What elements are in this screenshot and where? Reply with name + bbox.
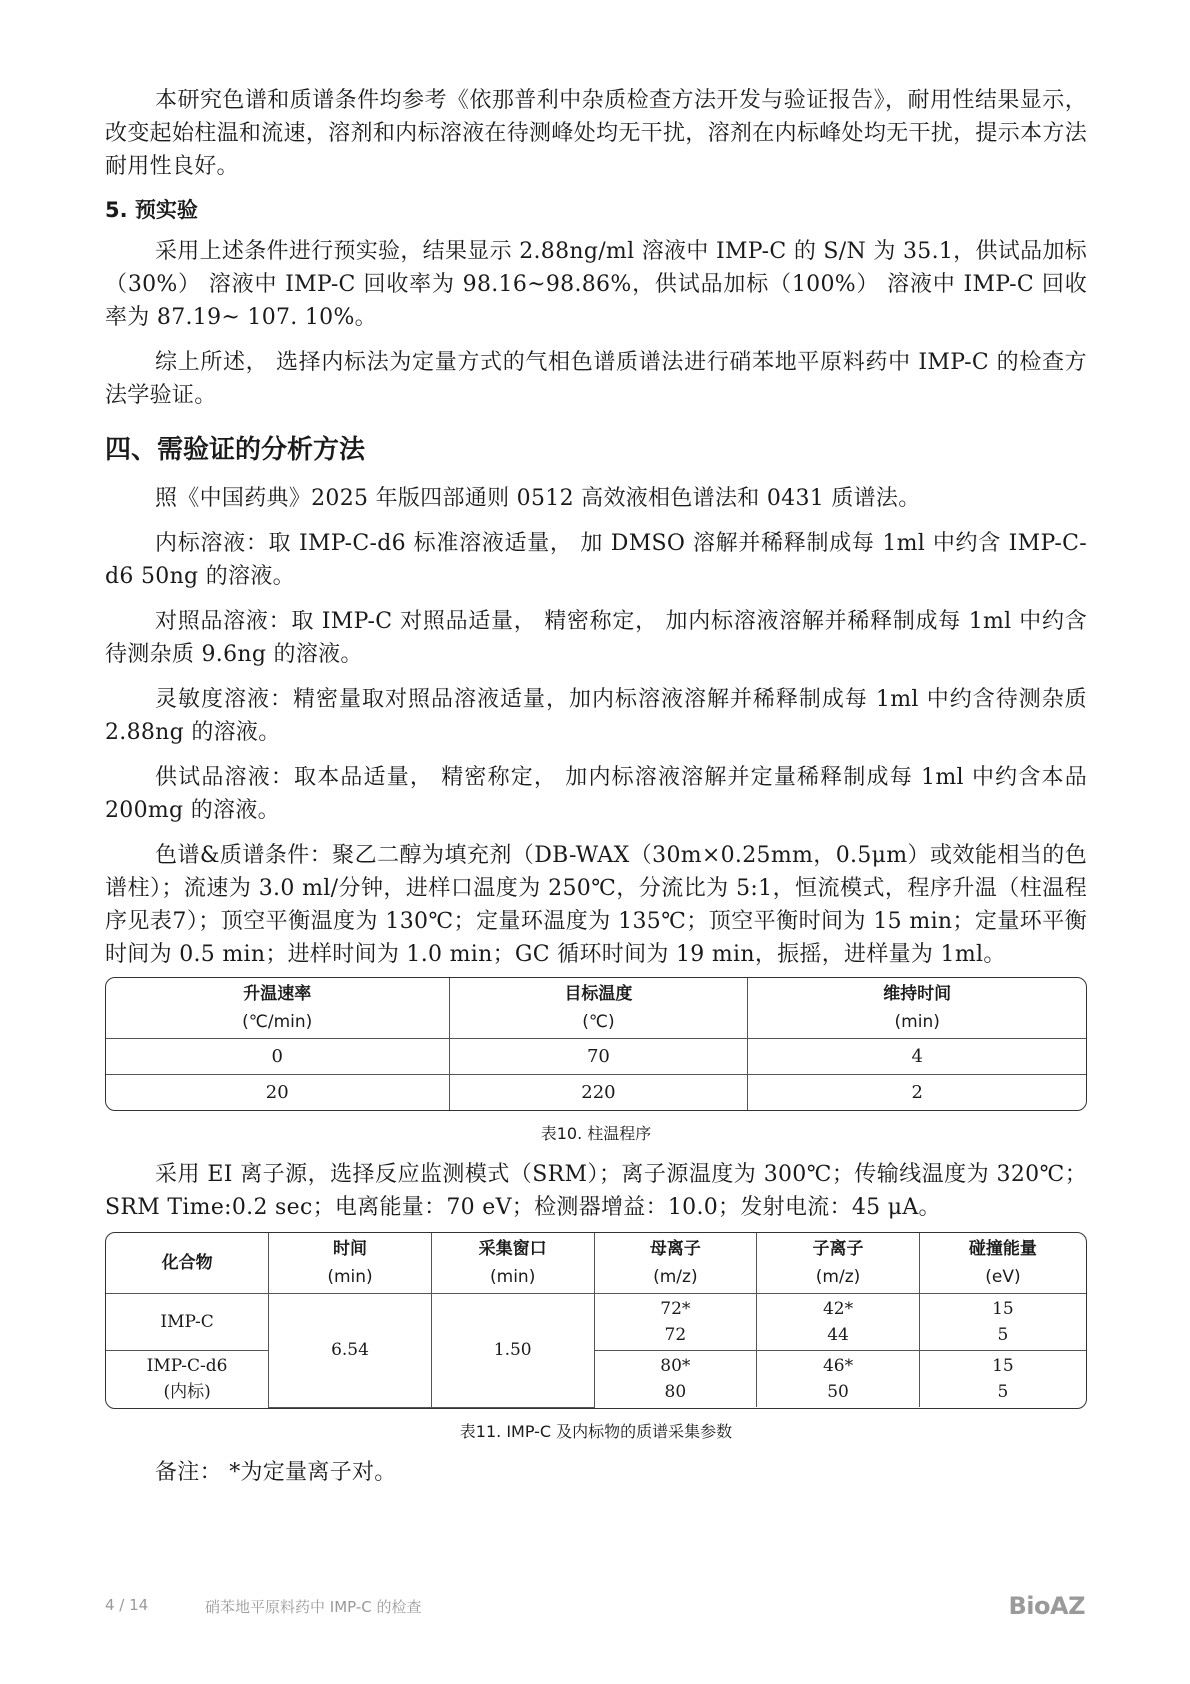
paragraph-preliminary-results: 采用上述条件进行预实验，结果显示 2.88ng/ml 溶液中 IMP-C 的 S/N 为 35.1，供试品加标（30%） 溶液中 IMP-C 回收率为 98.16~98.86%，供试品加标（100%） 溶液中 IMP-C 回收率为 87.19~ 107. 10%。: [105, 239, 1087, 330]
table-cell: 220: [449, 1075, 748, 1111]
table-header-cell: 子离子 (m/z): [757, 1233, 920, 1294]
note-quantifier-ion: 备注： *为定量离子对。: [155, 1459, 397, 1485]
table-header-row: [106, 1233, 1086, 1294]
paragraph-internal-standard: 内标溶液：取 IMP-C-d6 标准溶液适量， 加 DMSO 溶解并稀释制成每 1ml 中约含 IMP-C-d6 50ng 的溶液。: [105, 531, 1087, 589]
paragraph-test-solution: 供试品溶液：取本品适量， 精密称定， 加内标溶液溶解并定量稀释制成每 1ml 中约含本品 200mg 的溶液。: [105, 765, 1087, 823]
parent-ion-cell: 72* 72: [594, 1294, 757, 1351]
table-cell: 20: [106, 1075, 449, 1111]
table-header-row: [106, 978, 1086, 1039]
table-header-cell: 目标温度 (℃): [449, 978, 748, 1039]
table-row: [106, 1294, 1086, 1351]
table-header-cell: 时间 (min): [269, 1233, 432, 1294]
table-cell: 4: [748, 1039, 1086, 1075]
heading-preliminary: 5. 预实验: [105, 198, 198, 222]
page-content: [105, 84, 1087, 1501]
page-number: 4 / 14: [105, 1596, 149, 1614]
table-header-cell: 升温速率 (℃/min): [106, 978, 449, 1039]
time-cell: 6.54: [269, 1294, 432, 1408]
table-row: [106, 1075, 1086, 1111]
collision-energy-cell: 15 5: [919, 1294, 1086, 1351]
table-cell: 2: [748, 1075, 1086, 1111]
paragraph-sensitivity-solution: 灵敏度溶液：精密量取对照品溶液适量，加内标溶液溶解并稀释制成每 1ml 中约含待测杂质 2.88ng 的溶液。: [105, 687, 1087, 745]
table-header-cell: 碰撞能量 (eV): [919, 1233, 1086, 1294]
paragraph-reference-solution: 对照品溶液：取 IMP-C 对照品适量， 精密称定， 加内标溶液溶解并稀释制成每 1ml 中约含待测杂质 9.6ng 的溶液。: [105, 609, 1087, 667]
table-cell: 0: [106, 1039, 449, 1075]
paragraph-ms-conditions: 采用 EI 离子源，选择反应监测模式（SRM）；离子源温度为 300℃；传输线温度为 320℃；SRM Time:0.2 sec；电离能量：70 eV；检测器增益：10.0；发射电流：45 μA。: [105, 1162, 1087, 1220]
table-column-temperature-program: [105, 977, 1087, 1111]
paragraph-conditions: 色谱&质谱条件：聚乙二醇为填充剂（DB-WAX（30m×0.25mm，0.5μm）或效能相当的色谱柱）；流速为 3.0 ml/分钟，进样口温度为 250℃，分流比为 5:1，恒流模式，程序升温（柱温程序见表7）；顶空平衡温度为 130℃；定量环温度为 135℃；顶空平衡时间为 15 min；定量环平衡时间为 0.5 min；进样时间为 1.0 min；GC 循环时间为 19 min，振摇，进样量为 1ml。: [105, 843, 1087, 967]
window-cell: 1.50: [431, 1294, 594, 1408]
table-cell: 70: [449, 1039, 748, 1075]
table-ms-parameters: [105, 1232, 1087, 1409]
table-header-cell: 维持时间 (min): [748, 978, 1086, 1039]
table-row: [106, 1039, 1086, 1075]
compound-cell: IMP-C-d6 (内标): [106, 1351, 269, 1408]
section-heading-method: 四、需验证的分析方法: [105, 435, 366, 465]
bioaz-logo: BioAZ: [1008, 1592, 1085, 1620]
paragraph-robustness: 本研究色谱和质谱条件均参考《依那普利中杂质检查方法开发与验证报告》，耐用性结果显示，改变起始柱温和流速，溶剂和内标溶液在待测峰处均无干扰，溶剂在内标峰处均无干扰，提示本方法耐用性良好。: [105, 88, 1087, 179]
collision-energy-cell: 15 5: [919, 1351, 1086, 1408]
daughter-ion-cell: 42* 44: [757, 1294, 920, 1351]
table-header-cell: 母离子 (m/z): [594, 1233, 757, 1294]
daughter-ion-cell: 46* 50: [757, 1351, 920, 1408]
parent-ion-cell: 80* 80: [594, 1351, 757, 1408]
table-caption-10: 表10. 柱温程序: [540, 1124, 652, 1143]
table-row: [106, 1351, 1086, 1408]
table-header-cell: 化合物: [106, 1233, 269, 1294]
compound-cell: IMP-C: [106, 1294, 269, 1351]
table-caption-11: 表11. IMP-C 及内标物的质谱采集参数: [459, 1421, 733, 1441]
footer-title: 硝苯地平原料药中 IMP-C 的检查: [205, 1598, 422, 1616]
paragraph-pharmacopoeia: 照《中国药典》2025 年版四部通则 0512 高效液相色谱法和 0431 质谱法。: [155, 486, 921, 511]
paragraph-conclusion: 综上所述， 选择内标法为定量方式的气相色谱质谱法进行硝苯地平原料药中 IMP-C 的检查方法学验证。: [105, 350, 1087, 408]
table-header-cell: 采集窗口 (min): [431, 1233, 594, 1294]
page-footer: [105, 1592, 1085, 1622]
